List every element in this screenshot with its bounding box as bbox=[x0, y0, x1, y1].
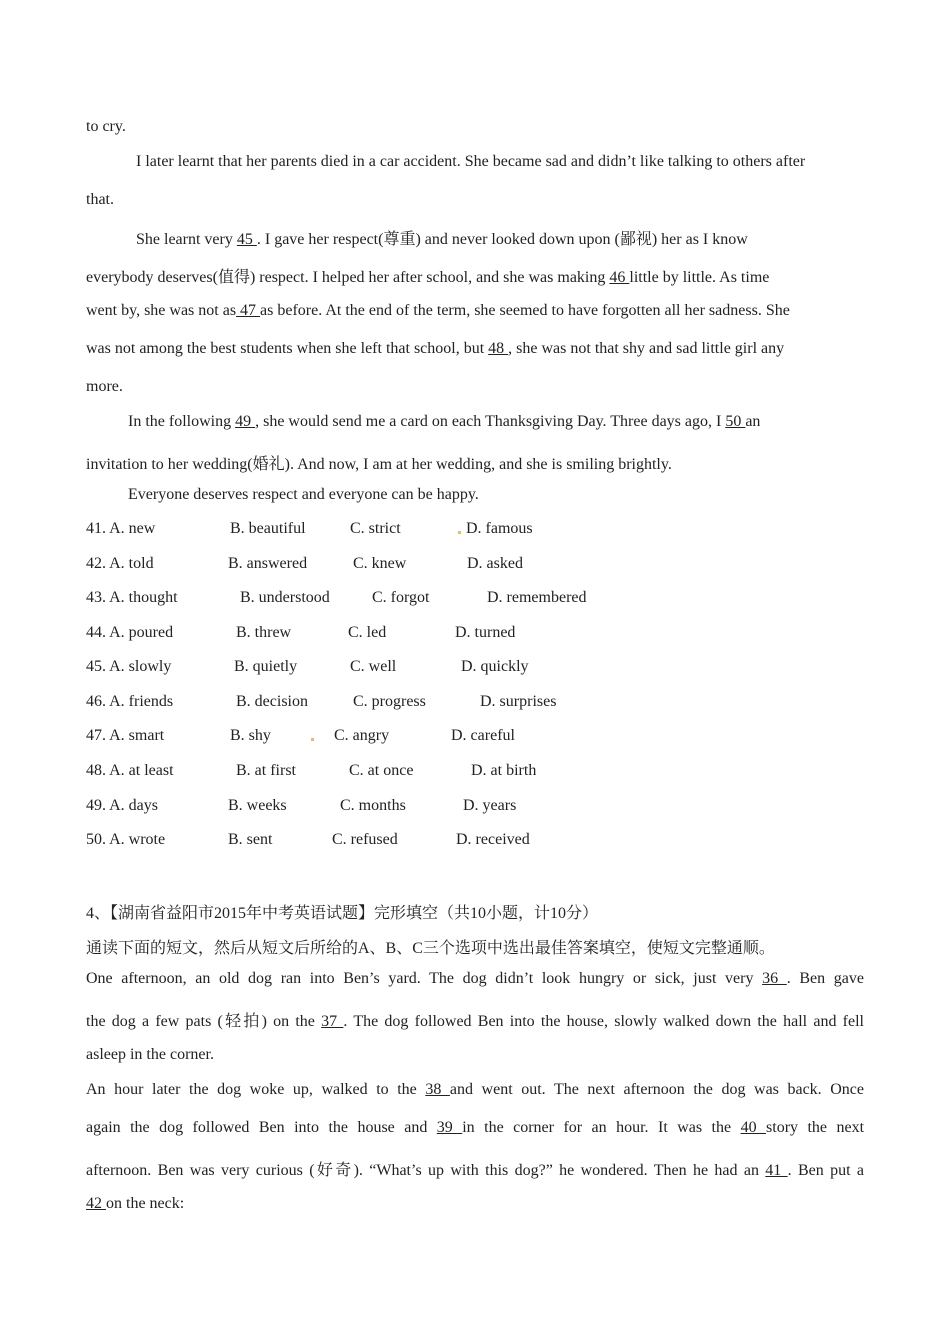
option-d: D. at birth bbox=[471, 762, 537, 779]
option-b: B. answered bbox=[228, 555, 308, 572]
passage-text: Everyone deserves respect and everyone can be happy. bbox=[128, 486, 479, 503]
section-instruction: 通读下面的短文，然后从短文后所给的A、B、C三个选项中选出最佳答案填空，使短文完整通顺。 bbox=[86, 940, 775, 957]
passage-line bbox=[136, 153, 805, 171]
passage-text: . I gave her respect(尊重) and never looked down upon (鄙视) her as I know bbox=[256, 231, 748, 248]
option-b: B. understood bbox=[240, 589, 330, 606]
passage-text: asleep in the corner. bbox=[86, 1046, 214, 1063]
option-b: B. beautiful bbox=[230, 520, 306, 537]
option-a: 41. A. new bbox=[86, 520, 156, 537]
passage-line bbox=[86, 1081, 864, 1099]
passage-text: , she would send me a card on each Thanksgiving Day. Three days ago, I bbox=[255, 413, 726, 430]
passage-line bbox=[86, 264, 769, 287]
option-b: B. sent bbox=[228, 831, 273, 848]
question-row bbox=[0, 797, 950, 817]
passage-line bbox=[128, 486, 479, 504]
passage-text: . Ben put a bbox=[787, 1162, 864, 1179]
option-a: 44. A. poured bbox=[86, 624, 174, 641]
passage-text: went by, she was not as bbox=[86, 302, 237, 319]
option-a: 46. A. friends bbox=[86, 693, 174, 710]
passage-text: to cry. bbox=[86, 118, 126, 135]
option-c: C. at once bbox=[349, 762, 414, 779]
speck-mark bbox=[311, 738, 314, 741]
question-row bbox=[0, 589, 950, 609]
option-d: D. careful bbox=[451, 727, 515, 744]
option-a: 50. A. wrote bbox=[86, 831, 166, 848]
passage-text: more. bbox=[86, 378, 123, 395]
option-c: C. well bbox=[350, 658, 397, 675]
passage-line bbox=[86, 191, 114, 209]
blank-42: 42 bbox=[86, 1195, 106, 1212]
blank-45: 45 bbox=[236, 231, 257, 248]
option-c: C. angry bbox=[334, 727, 390, 744]
blank-40: 40 bbox=[740, 1119, 767, 1136]
passage-text: story the next bbox=[766, 1119, 865, 1136]
passage-text: . Ben gave bbox=[786, 970, 865, 987]
blank-37: 37 bbox=[321, 1013, 344, 1030]
option-d: D. turned bbox=[455, 624, 516, 641]
passage-text: An hour later the dog woke up, walked to the bbox=[86, 1081, 426, 1098]
option-c: C. strict bbox=[350, 520, 401, 537]
blank-47: 47 bbox=[236, 302, 261, 319]
passage-text: again the dog followed Ben into the house and bbox=[86, 1119, 437, 1136]
option-d: D. surprises bbox=[480, 693, 557, 710]
option-c: C. forgot bbox=[372, 589, 430, 606]
question-row bbox=[0, 727, 950, 747]
passage-line bbox=[136, 226, 748, 249]
blank-38: 38 bbox=[425, 1081, 450, 1098]
option-c: C. knew bbox=[353, 555, 407, 572]
option-b: B. threw bbox=[236, 624, 292, 641]
passage-line bbox=[86, 302, 790, 320]
blank-36: 36 bbox=[762, 970, 787, 987]
option-a: 49. A. days bbox=[86, 797, 158, 814]
passage-text: as before. At the end of the term, she seemed to have forgotten all her sadness. She bbox=[260, 302, 790, 319]
option-c: C. led bbox=[348, 624, 387, 641]
option-d: D. years bbox=[463, 797, 517, 814]
option-d: D. received bbox=[456, 831, 530, 848]
passage-text: One afternoon, an old dog ran into Ben’s yard. The dog didn’t look hungry or sick, just very bbox=[86, 970, 754, 987]
option-c: C. months bbox=[340, 797, 406, 814]
option-a: 43. A. thought bbox=[86, 589, 178, 606]
speck-mark bbox=[458, 531, 461, 534]
passage-line bbox=[86, 451, 672, 474]
option-d: D. famous bbox=[466, 520, 533, 537]
blank-39: 39 bbox=[436, 1119, 463, 1136]
passage-line bbox=[86, 1008, 864, 1031]
question-row bbox=[0, 624, 950, 644]
passage-text: that. bbox=[86, 191, 114, 208]
option-a: 48. A. at least bbox=[86, 762, 174, 779]
option-b: B. shy bbox=[230, 727, 271, 744]
option-c: C. refused bbox=[332, 831, 398, 848]
passage-line bbox=[86, 1157, 864, 1180]
question-row bbox=[0, 693, 950, 713]
passage-line bbox=[86, 970, 864, 988]
passage-text: the dog a few pats (轻拍) on the bbox=[86, 1013, 322, 1030]
blank-46: 46 bbox=[609, 269, 630, 286]
passage-line bbox=[86, 118, 126, 136]
blank-49: 49 bbox=[235, 413, 256, 430]
blank-41: 41 bbox=[765, 1162, 788, 1179]
passage-text: little by little. As time bbox=[629, 269, 770, 286]
passage-text: everybody deserves(值得) respect. I helped her after school, and she was making bbox=[86, 269, 610, 286]
passage-text: and went out. The next afternoon the dog was back. Once bbox=[449, 1081, 864, 1098]
option-c: C. progress bbox=[353, 693, 426, 710]
passage-text: I later learnt that her parents died in a car accident. She became sad and didn’t like talking to others after bbox=[136, 153, 806, 170]
option-a: 42. A. told bbox=[86, 555, 154, 572]
option-d: D. quickly bbox=[461, 658, 529, 675]
passage-text: afternoon. Ben was very curious (好奇). “What’s up with this dog?” he wondered. Then he had an bbox=[86, 1162, 766, 1179]
passage-line bbox=[86, 340, 784, 358]
passage-text: , she was not that shy and sad little girl any bbox=[508, 340, 785, 357]
option-b: B. weeks bbox=[228, 797, 287, 814]
option-a: 45. A. slowly bbox=[86, 658, 172, 675]
option-d: D. asked bbox=[467, 555, 523, 572]
passage-text: . The dog followed Ben into the house, slowly walked down the hall and fell bbox=[343, 1013, 865, 1030]
passage-line bbox=[86, 1119, 864, 1137]
passage-text: In the following bbox=[128, 413, 236, 430]
question-row bbox=[0, 555, 950, 575]
section-heading: 4、【湖南省益阳市2015年中考英语试题】完形填空（共10小题，计10分） bbox=[86, 905, 599, 922]
question-row bbox=[0, 762, 950, 782]
passage-text: was not among the best students when she left that school, but bbox=[86, 340, 489, 357]
question-row bbox=[0, 520, 950, 540]
option-b: B. at first bbox=[236, 762, 296, 779]
blank-48: 48 bbox=[488, 340, 509, 357]
passage-line bbox=[86, 378, 123, 396]
option-b: B. decision bbox=[236, 693, 308, 710]
passage-text: an bbox=[745, 413, 761, 430]
passage-text: on the neck: bbox=[106, 1195, 185, 1212]
option-d: D. remembered bbox=[487, 589, 587, 606]
question-row bbox=[0, 658, 950, 678]
option-b: B. quietly bbox=[234, 658, 298, 675]
passage-text: invitation to her wedding(婚礼). And now, I am at her wedding, and she is smiling brightly. bbox=[86, 456, 672, 473]
option-a: 47. A. smart bbox=[86, 727, 165, 744]
passage-text: in the corner for an hour. It was the bbox=[462, 1119, 741, 1136]
passage-line bbox=[86, 1195, 184, 1213]
blank-50: 50 bbox=[725, 413, 746, 430]
question-row bbox=[0, 831, 950, 851]
passage-line bbox=[128, 413, 760, 431]
passage-line bbox=[86, 1046, 214, 1064]
passage-text: She learnt very bbox=[136, 231, 237, 248]
